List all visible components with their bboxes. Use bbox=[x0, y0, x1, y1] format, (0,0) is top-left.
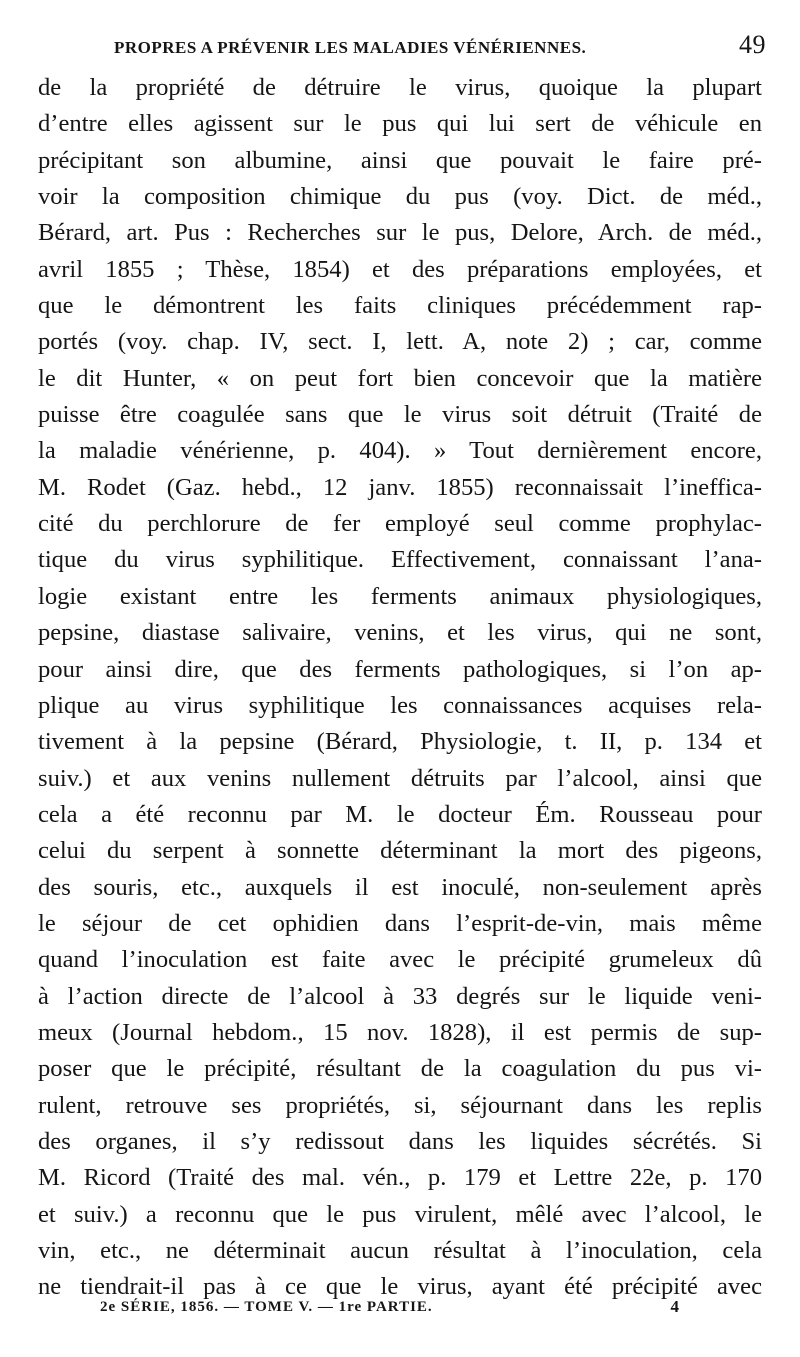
text-line-11: la maladie vénérienne, p. 404). » Tout dernièrement encore, bbox=[38, 437, 762, 465]
text-line-3: précipitant son albumine, ainsi que pouvait le faire pré- bbox=[38, 146, 762, 174]
text-line-4: voir la composition chimique du pus (voy. Dict. de méd., bbox=[38, 183, 762, 211]
text-line-18: plique au virus syphilitique les connaissances acquises rela- bbox=[38, 691, 762, 719]
running-head bbox=[40, 30, 766, 70]
text-line-34: ne tiendrait-il pas à ce que le virus, ayant été précipité avec bbox=[38, 1273, 762, 1301]
text-line-10: puisse être coagulée sans que le virus soit détruit (Traité de bbox=[38, 401, 762, 429]
text-line-22: celui du serpent à sonnette déterminant la mort des pigeons, bbox=[38, 837, 762, 865]
text-line-7: que le démontrent les faits cliniques précédemment rap- bbox=[38, 292, 762, 320]
sheet-number: 4 bbox=[670, 1297, 680, 1316]
text-line-24: le séjour de cet ophidien dans l’esprit-de-vin, mais même bbox=[38, 909, 762, 937]
text-line-27: meux (Journal hebdom., 15 nov. 1828), il est permis de sup- bbox=[38, 1018, 762, 1046]
text-line-12: M. Rodet (Gaz. hebd., 12 janv. 1855) reconnaissait l’ineffica- bbox=[38, 473, 762, 501]
page-footer bbox=[100, 1299, 700, 1325]
text-line-2: d’entre elles agissent sur le pus qui lui sert de véhicule en bbox=[38, 110, 762, 138]
body-text bbox=[38, 70, 762, 1306]
text-line-19: tivement à la pepsine (Bérard, Physiologie, t. II, p. 134 et bbox=[38, 728, 762, 756]
text-line-16: pepsine, diastase salivaire, venins, et les virus, qui ne sont, bbox=[38, 619, 762, 647]
running-title: PROPRES A PRÉVENIR LES MALADIES VÉNÉRIENNES. bbox=[114, 38, 587, 57]
text-line-21: cela a été reconnu par M. le docteur Ém. Rousseau pour bbox=[38, 800, 762, 828]
text-line-15: logie existant entre les ferments animaux physiologiques, bbox=[38, 582, 762, 610]
text-line-33: vin, etc., ne déterminait aucun résultat à l’inoculation, cela bbox=[38, 1237, 762, 1264]
text-line-26: à l’action directe de l’alcool à 33 degrés sur le liquide veni- bbox=[38, 982, 762, 1010]
text-line-9: le dit Hunter, « on peut fort bien concevoir que la matière bbox=[38, 364, 762, 392]
text-line-8: portés (voy. chap. IV, sect. I, lett. A, note 2) ; car, comme bbox=[38, 328, 762, 356]
text-line-5: Bérard, art. Pus : Recherches sur le pus, Delore, Arch. de méd., bbox=[38, 219, 762, 247]
text-line-31: M. Ricord (Traité des mal. vén., p. 179 et Lettre 22e, p. 170 bbox=[38, 1164, 762, 1192]
text-line-28: poser que le précipité, résultant de la coagulation du pus vi- bbox=[38, 1055, 762, 1083]
text-line-17: pour ainsi dire, que des ferments pathologiques, si l’on ap- bbox=[38, 655, 762, 683]
text-line-25: quand l’inoculation est faite avec le précipité grumeleux dû bbox=[38, 946, 762, 974]
text-line-14: tique du virus syphilitique. Effectivement, connaissant l’ana- bbox=[38, 546, 762, 574]
text-line-13: cité du perchlorure de fer employé seul comme prophylac- bbox=[38, 510, 762, 538]
text-line-20: suiv.) et aux venins nullement détruits par l’alcool, ainsi que bbox=[38, 764, 762, 792]
signature-mark: 2e SÉRIE, 1856. — TOME V. — 1re PARTIE. bbox=[100, 1299, 433, 1315]
text-line-30: des organes, il s’y redissout dans les liquides sécrétés. Si bbox=[38, 1127, 762, 1155]
text-line-23: des souris, etc., auxquels il est inoculé, non-seulement après bbox=[38, 873, 762, 901]
text-line-32: et suiv.) a reconnu que le pus virulent, mêlé avec l’alcool, le bbox=[38, 1200, 762, 1228]
text-line-6: avril 1855 ; Thèse, 1854) et des préparations employées, et bbox=[38, 255, 762, 283]
page-number: 49 bbox=[739, 30, 766, 59]
text-line-1: de la propriété de détruire le virus, quoique la plupart bbox=[38, 74, 762, 101]
text-line-29: rulent, retrouve ses propriétés, si, séjournant dans les replis bbox=[38, 1091, 762, 1119]
